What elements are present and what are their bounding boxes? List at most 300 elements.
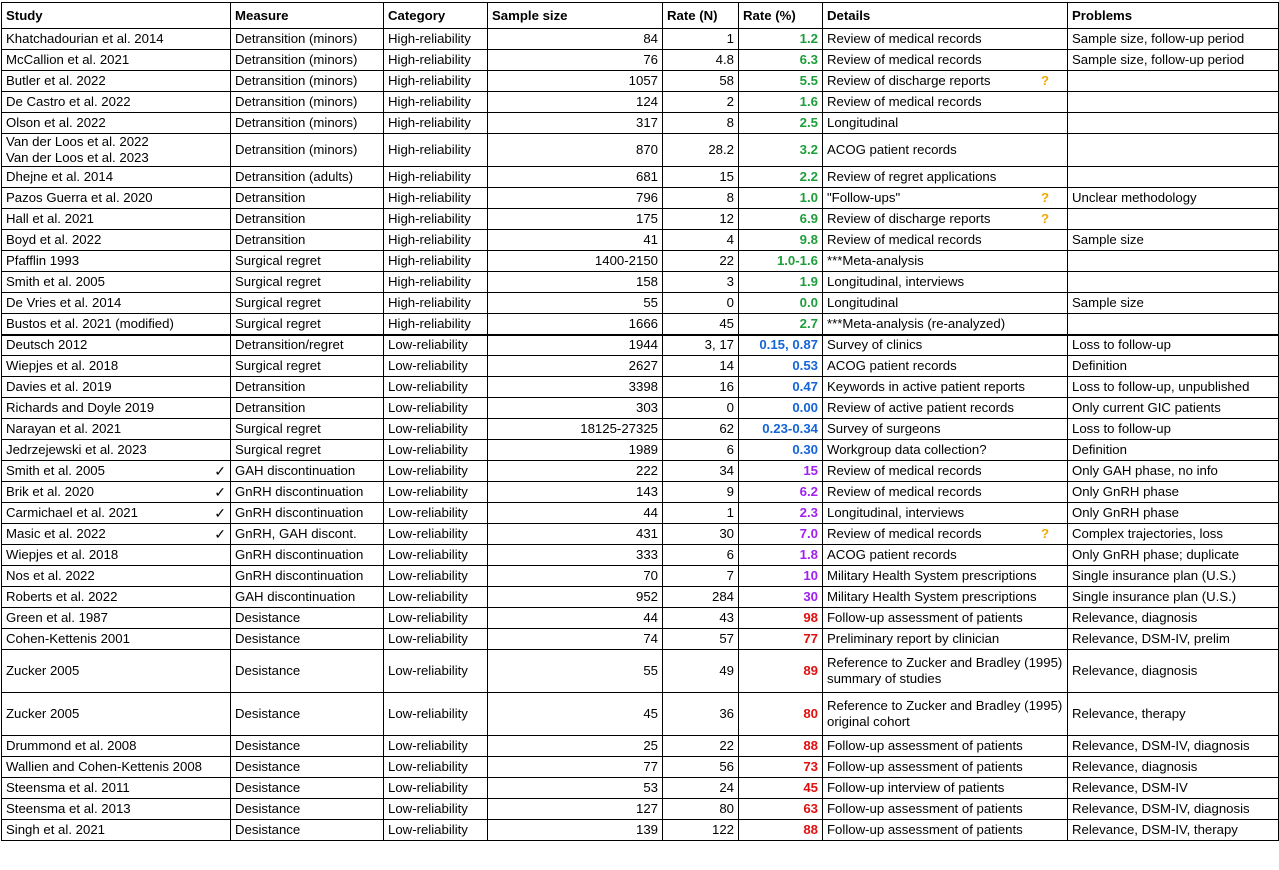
details-cell bbox=[823, 71, 1068, 92]
table-row bbox=[2, 71, 1279, 92]
table-row bbox=[2, 778, 1279, 799]
table-row bbox=[2, 167, 1279, 188]
table-row bbox=[2, 545, 1279, 566]
measure-cell: Detransition/regret bbox=[231, 335, 384, 356]
problems-cell: Only GnRH phase bbox=[1068, 482, 1279, 503]
study-cell: De Vries et al. 2014 bbox=[2, 293, 231, 314]
rate-n-cell: 43 bbox=[663, 608, 739, 629]
table-row bbox=[2, 757, 1279, 778]
rate-n-cell: 2 bbox=[663, 92, 739, 113]
rate-n-cell: 62 bbox=[663, 419, 739, 440]
details-cell: Longitudinal, interviews bbox=[823, 503, 1068, 524]
category-cell: Low-reliability bbox=[384, 799, 488, 820]
details-cell: ***Meta-analysis (re-analyzed) bbox=[823, 314, 1068, 335]
rate-pct-cell: 2.5 bbox=[739, 113, 823, 134]
rate-n-cell: 0 bbox=[663, 293, 739, 314]
table-row bbox=[2, 209, 1279, 230]
study-cell: De Castro et al. 2022 bbox=[2, 92, 231, 113]
table-row bbox=[2, 314, 1279, 335]
study-cell: Jedrzejewski et al. 2023 bbox=[2, 440, 231, 461]
category-cell: High-reliability bbox=[384, 113, 488, 134]
study-cell: Singh et al. 2021 bbox=[2, 820, 231, 841]
measure-cell: Detransition bbox=[231, 230, 384, 251]
measure-cell: Detransition bbox=[231, 377, 384, 398]
measure-cell: Desistance bbox=[231, 736, 384, 757]
details-cell bbox=[823, 188, 1068, 209]
rate-n-cell: 284 bbox=[663, 587, 739, 608]
study-name: Smith et al. 2005 bbox=[6, 463, 105, 478]
study-cell: Roberts et al. 2022 bbox=[2, 587, 231, 608]
problems-cell bbox=[1068, 71, 1279, 92]
rate-pct-cell: 1.9 bbox=[739, 272, 823, 293]
check-mark-icon: ✓ bbox=[214, 505, 226, 521]
sample-size-cell: 2627 bbox=[488, 356, 663, 377]
problems-cell: Relevance, DSM-IV, diagnosis bbox=[1068, 799, 1279, 820]
sample-size-cell: 333 bbox=[488, 545, 663, 566]
category-cell: High-reliability bbox=[384, 314, 488, 335]
category-cell: Low-reliability bbox=[384, 335, 488, 356]
rate-n-cell: 22 bbox=[663, 736, 739, 757]
rate-n-cell: 14 bbox=[663, 356, 739, 377]
check-mark-icon: ✓ bbox=[214, 484, 226, 500]
measure-cell: GnRH discontinuation bbox=[231, 566, 384, 587]
col-header-study: Study bbox=[2, 3, 231, 29]
table-row bbox=[2, 608, 1279, 629]
sample-size-cell: 870 bbox=[488, 134, 663, 167]
details-cell: Preliminary report by clinician bbox=[823, 629, 1068, 650]
measure-cell: GAH discontinuation bbox=[231, 587, 384, 608]
rate-n-cell: 24 bbox=[663, 778, 739, 799]
sample-size-cell: 77 bbox=[488, 757, 663, 778]
details-cell: Survey of clinics bbox=[823, 335, 1068, 356]
rate-pct-cell: 80 bbox=[739, 693, 823, 736]
rate-n-cell: 34 bbox=[663, 461, 739, 482]
problems-cell bbox=[1068, 113, 1279, 134]
details-text: "Follow-ups" bbox=[827, 190, 901, 205]
table-row bbox=[2, 629, 1279, 650]
study-cell: Zucker 2005 bbox=[2, 693, 231, 736]
rate-n-cell: 12 bbox=[663, 209, 739, 230]
category-cell: High-reliability bbox=[384, 251, 488, 272]
study-cell: Pazos Guerra et al. 2020 bbox=[2, 188, 231, 209]
rate-pct-cell: 89 bbox=[739, 650, 823, 693]
sample-size-cell: 3398 bbox=[488, 377, 663, 398]
problems-cell: Only GnRH phase bbox=[1068, 503, 1279, 524]
details-cell: ***Meta-analysis bbox=[823, 251, 1068, 272]
table-row bbox=[2, 50, 1279, 71]
col-header-sample-size: Sample size bbox=[488, 3, 663, 29]
details-cell: Reference to Zucker and Bradley (1995) summary of studies bbox=[823, 650, 1068, 693]
table-row bbox=[2, 335, 1279, 356]
sample-size-cell: 53 bbox=[488, 778, 663, 799]
problems-cell: Relevance, DSM-IV, prelim bbox=[1068, 629, 1279, 650]
study-cell-content bbox=[6, 484, 226, 500]
details-cell: Review of medical records bbox=[823, 482, 1068, 503]
rate-pct-cell: 10 bbox=[739, 566, 823, 587]
rate-pct-cell: 0.47 bbox=[739, 377, 823, 398]
measure-cell: Detransition (minors) bbox=[231, 50, 384, 71]
problems-cell bbox=[1068, 272, 1279, 293]
category-cell: Low-reliability bbox=[384, 524, 488, 545]
question-mark-icon: ? bbox=[1040, 211, 1049, 226]
check-mark-icon: ✓ bbox=[214, 526, 226, 542]
study-cell-content bbox=[6, 505, 226, 521]
problems-cell: Unclear methodology bbox=[1068, 188, 1279, 209]
category-cell: Low-reliability bbox=[384, 629, 488, 650]
rate-n-cell: 57 bbox=[663, 629, 739, 650]
table-row bbox=[2, 419, 1279, 440]
category-cell: Low-reliability bbox=[384, 736, 488, 757]
rate-n-cell: 49 bbox=[663, 650, 739, 693]
rate-n-cell: 4.8 bbox=[663, 50, 739, 71]
sample-size-cell: 25 bbox=[488, 736, 663, 757]
rate-pct-cell: 88 bbox=[739, 820, 823, 841]
details-cell: Follow-up assessment of patients bbox=[823, 799, 1068, 820]
details-cell: Follow-up assessment of patients bbox=[823, 757, 1068, 778]
rate-pct-cell: 1.0-1.6 bbox=[739, 251, 823, 272]
study-name: Brik et al. 2020 bbox=[6, 484, 94, 499]
table-row bbox=[2, 693, 1279, 736]
table-row bbox=[2, 650, 1279, 693]
details-cell: Review of medical records bbox=[823, 50, 1068, 71]
rate-n-cell: 58 bbox=[663, 71, 739, 92]
study-cell: Wallien and Cohen-Kettenis 2008 bbox=[2, 757, 231, 778]
category-cell: Low-reliability bbox=[384, 419, 488, 440]
category-cell: Low-reliability bbox=[384, 608, 488, 629]
sample-size-cell: 139 bbox=[488, 820, 663, 841]
rate-n-cell: 3 bbox=[663, 272, 739, 293]
measure-cell: Surgical regret bbox=[231, 440, 384, 461]
measure-cell: GnRH discontinuation bbox=[231, 482, 384, 503]
rate-pct-cell: 6.2 bbox=[739, 482, 823, 503]
col-header-measure: Measure bbox=[231, 3, 384, 29]
details-text: Review of discharge reports bbox=[827, 211, 991, 226]
sample-size-cell: 70 bbox=[488, 566, 663, 587]
rate-pct-cell: 63 bbox=[739, 799, 823, 820]
measure-cell: Desistance bbox=[231, 650, 384, 693]
study-cell bbox=[2, 503, 231, 524]
rate-n-cell: 6 bbox=[663, 440, 739, 461]
table-row bbox=[2, 188, 1279, 209]
measure-cell: Desistance bbox=[231, 629, 384, 650]
measure-cell: Desistance bbox=[231, 778, 384, 799]
problems-cell bbox=[1068, 167, 1279, 188]
question-mark-icon: ? bbox=[1040, 73, 1049, 88]
details-cell-content bbox=[827, 526, 1063, 542]
rate-n-cell: 80 bbox=[663, 799, 739, 820]
study-cell: Dhejne et al. 2014 bbox=[2, 167, 231, 188]
category-cell: Low-reliability bbox=[384, 398, 488, 419]
details-cell: Military Health System prescriptions bbox=[823, 587, 1068, 608]
study-cell: Nos et al. 2022 bbox=[2, 566, 231, 587]
study-cell: Deutsch 2012 bbox=[2, 335, 231, 356]
problems-cell: Loss to follow-up bbox=[1068, 419, 1279, 440]
col-header-details: Details bbox=[823, 3, 1068, 29]
details-cell: Review of medical records bbox=[823, 230, 1068, 251]
details-cell: Review of medical records bbox=[823, 92, 1068, 113]
measure-cell: Surgical regret bbox=[231, 293, 384, 314]
study-name-second: Van der Loos et al. 2023 bbox=[6, 150, 149, 165]
study-cell: Steensma et al. 2011 bbox=[2, 778, 231, 799]
problems-cell: Only GnRH phase; duplicate bbox=[1068, 545, 1279, 566]
category-cell: High-reliability bbox=[384, 209, 488, 230]
category-cell: High-reliability bbox=[384, 134, 488, 167]
rate-n-cell: 15 bbox=[663, 167, 739, 188]
rate-n-cell: 45 bbox=[663, 314, 739, 335]
details-cell: Survey of surgeons bbox=[823, 419, 1068, 440]
details-text: Review of medical records bbox=[827, 526, 982, 541]
table-row bbox=[2, 799, 1279, 820]
problems-cell: Only GAH phase, no info bbox=[1068, 461, 1279, 482]
sample-size-cell: 796 bbox=[488, 188, 663, 209]
rate-pct-cell: 0.23-0.34 bbox=[739, 419, 823, 440]
details-cell: Review of regret applications bbox=[823, 167, 1068, 188]
study-cell: Green et al. 1987 bbox=[2, 608, 231, 629]
problems-cell: Relevance, DSM-IV bbox=[1068, 778, 1279, 799]
details-cell: Military Health System prescriptions bbox=[823, 566, 1068, 587]
question-mark-icon: ? bbox=[1040, 190, 1049, 205]
rate-n-cell: 4 bbox=[663, 230, 739, 251]
sample-size-cell: 84 bbox=[488, 29, 663, 50]
sample-size-cell: 1057 bbox=[488, 71, 663, 92]
study-cell: Zucker 2005 bbox=[2, 650, 231, 693]
rate-n-cell: 8 bbox=[663, 113, 739, 134]
details-cell: Review of medical records bbox=[823, 29, 1068, 50]
measure-cell: Detransition (minors) bbox=[231, 92, 384, 113]
study-cell: Bustos et al. 2021 (modified) bbox=[2, 314, 231, 335]
problems-cell bbox=[1068, 209, 1279, 230]
problems-cell: Loss to follow-up bbox=[1068, 335, 1279, 356]
category-cell: High-reliability bbox=[384, 29, 488, 50]
rate-pct-cell: 3.2 bbox=[739, 134, 823, 167]
details-cell bbox=[823, 524, 1068, 545]
rate-pct-cell: 0.30 bbox=[739, 440, 823, 461]
rate-pct-cell: 30 bbox=[739, 587, 823, 608]
sample-size-cell: 1944 bbox=[488, 335, 663, 356]
measure-cell: Surgical regret bbox=[231, 314, 384, 335]
problems-cell: Sample size, follow-up period bbox=[1068, 29, 1279, 50]
rate-pct-cell: 73 bbox=[739, 757, 823, 778]
sample-size-cell: 143 bbox=[488, 482, 663, 503]
table-row bbox=[2, 92, 1279, 113]
problems-cell bbox=[1068, 134, 1279, 167]
table-row bbox=[2, 503, 1279, 524]
rate-pct-cell: 0.00 bbox=[739, 398, 823, 419]
table-row bbox=[2, 272, 1279, 293]
table-row bbox=[2, 566, 1279, 587]
category-cell: Low-reliability bbox=[384, 778, 488, 799]
problems-cell: Relevance, DSM-IV, therapy bbox=[1068, 820, 1279, 841]
measure-cell: Detransition bbox=[231, 188, 384, 209]
study-cell: Boyd et al. 2022 bbox=[2, 230, 231, 251]
sample-size-cell: 44 bbox=[488, 503, 663, 524]
measure-cell: Desistance bbox=[231, 608, 384, 629]
details-cell bbox=[823, 209, 1068, 230]
problems-cell: Single insurance plan (U.S.) bbox=[1068, 566, 1279, 587]
category-cell: High-reliability bbox=[384, 50, 488, 71]
problems-cell: Sample size bbox=[1068, 230, 1279, 251]
rate-pct-cell: 2.7 bbox=[739, 314, 823, 335]
category-cell: Low-reliability bbox=[384, 482, 488, 503]
table-row bbox=[2, 461, 1279, 482]
rate-pct-cell: 6.3 bbox=[739, 50, 823, 71]
sample-size-cell: 45 bbox=[488, 693, 663, 736]
measure-cell: GnRH discontinuation bbox=[231, 545, 384, 566]
category-cell: Low-reliability bbox=[384, 545, 488, 566]
details-cell: ACOG patient records bbox=[823, 134, 1068, 167]
problems-cell: Only current GIC patients bbox=[1068, 398, 1279, 419]
details-cell: Follow-up interview of patients bbox=[823, 778, 1068, 799]
rate-n-cell: 56 bbox=[663, 757, 739, 778]
category-cell: Low-reliability bbox=[384, 757, 488, 778]
study-cell: McCallion et al. 2021 bbox=[2, 50, 231, 71]
study-name: Masic et al. 2022 bbox=[6, 526, 106, 541]
sample-size-cell: 74 bbox=[488, 629, 663, 650]
table-row bbox=[2, 524, 1279, 545]
problems-cell: Loss to follow-up, unpublished bbox=[1068, 377, 1279, 398]
studies-table bbox=[1, 2, 1279, 841]
rate-pct-cell: 1.2 bbox=[739, 29, 823, 50]
details-cell: Keywords in active patient reports bbox=[823, 377, 1068, 398]
measure-cell: Desistance bbox=[231, 820, 384, 841]
sample-size-cell: 681 bbox=[488, 167, 663, 188]
category-cell: High-reliability bbox=[384, 167, 488, 188]
study-cell bbox=[2, 134, 231, 167]
study-cell: Pfafflin 1993 bbox=[2, 251, 231, 272]
details-cell: Longitudinal bbox=[823, 293, 1068, 314]
study-name: Van der Loos et al. 2022 bbox=[6, 134, 149, 149]
study-name: Carmichael et al. 2021 bbox=[6, 505, 138, 520]
problems-cell: Relevance, therapy bbox=[1068, 693, 1279, 736]
study-cell: Khatchadourian et al. 2014 bbox=[2, 29, 231, 50]
problems-cell: Definition bbox=[1068, 356, 1279, 377]
table-row bbox=[2, 356, 1279, 377]
rate-n-cell: 3, 17 bbox=[663, 335, 739, 356]
study-cell bbox=[2, 524, 231, 545]
category-cell: High-reliability bbox=[384, 92, 488, 113]
details-cell: ACOG patient records bbox=[823, 545, 1068, 566]
table-row bbox=[2, 29, 1279, 50]
table-row bbox=[2, 482, 1279, 503]
study-cell: Richards and Doyle 2019 bbox=[2, 398, 231, 419]
category-cell: Low-reliability bbox=[384, 566, 488, 587]
category-cell: Low-reliability bbox=[384, 587, 488, 608]
rate-n-cell: 22 bbox=[663, 251, 739, 272]
rate-pct-cell: 0.0 bbox=[739, 293, 823, 314]
sample-size-cell: 44 bbox=[488, 608, 663, 629]
problems-cell: Relevance, diagnosis bbox=[1068, 757, 1279, 778]
problems-cell: Sample size bbox=[1068, 293, 1279, 314]
rate-n-cell: 30 bbox=[663, 524, 739, 545]
category-cell: High-reliability bbox=[384, 293, 488, 314]
details-cell-content bbox=[827, 211, 1063, 227]
rate-n-cell: 1 bbox=[663, 29, 739, 50]
sample-size-cell: 303 bbox=[488, 398, 663, 419]
table-row bbox=[2, 736, 1279, 757]
study-cell bbox=[2, 482, 231, 503]
rate-n-cell: 16 bbox=[663, 377, 739, 398]
header-row bbox=[2, 3, 1279, 29]
details-text: Review of discharge reports bbox=[827, 73, 991, 88]
rate-pct-cell: 1.8 bbox=[739, 545, 823, 566]
rate-pct-cell: 2.2 bbox=[739, 167, 823, 188]
category-cell: Low-reliability bbox=[384, 461, 488, 482]
category-cell: Low-reliability bbox=[384, 503, 488, 524]
rate-pct-cell: 0.15, 0.87 bbox=[739, 335, 823, 356]
rate-pct-cell: 5.5 bbox=[739, 71, 823, 92]
rate-n-cell: 28.2 bbox=[663, 134, 739, 167]
category-cell: Low-reliability bbox=[384, 650, 488, 693]
measure-cell: Detransition (minors) bbox=[231, 113, 384, 134]
category-cell: High-reliability bbox=[384, 230, 488, 251]
rate-pct-cell: 2.3 bbox=[739, 503, 823, 524]
rate-pct-cell: 6.9 bbox=[739, 209, 823, 230]
sample-size-cell: 18125-27325 bbox=[488, 419, 663, 440]
rate-pct-cell: 9.8 bbox=[739, 230, 823, 251]
study-cell: Smith et al. 2005 bbox=[2, 272, 231, 293]
measure-cell: Surgical regret bbox=[231, 356, 384, 377]
problems-cell: Single insurance plan (U.S.) bbox=[1068, 587, 1279, 608]
table-row bbox=[2, 377, 1279, 398]
sample-size-cell: 55 bbox=[488, 650, 663, 693]
col-header-rate-n: Rate (N) bbox=[663, 3, 739, 29]
rate-n-cell: 9 bbox=[663, 482, 739, 503]
question-mark-icon: ? bbox=[1040, 526, 1049, 541]
rate-n-cell: 122 bbox=[663, 820, 739, 841]
measure-cell: Surgical regret bbox=[231, 251, 384, 272]
measure-cell: Detransition (adults) bbox=[231, 167, 384, 188]
rate-n-cell: 1 bbox=[663, 503, 739, 524]
sample-size-cell: 1400-2150 bbox=[488, 251, 663, 272]
measure-cell: Surgical regret bbox=[231, 272, 384, 293]
details-cell: Reference to Zucker and Bradley (1995) original cohort bbox=[823, 693, 1068, 736]
rate-pct-cell: 45 bbox=[739, 778, 823, 799]
rate-n-cell: 6 bbox=[663, 545, 739, 566]
table-row bbox=[2, 587, 1279, 608]
sample-size-cell: 222 bbox=[488, 461, 663, 482]
measure-cell: Surgical regret bbox=[231, 419, 384, 440]
study-cell: Davies et al. 2019 bbox=[2, 377, 231, 398]
category-cell: High-reliability bbox=[384, 188, 488, 209]
measure-cell: Detransition bbox=[231, 398, 384, 419]
rate-n-cell: 8 bbox=[663, 188, 739, 209]
table-row bbox=[2, 820, 1279, 841]
problems-cell: Sample size, follow-up period bbox=[1068, 50, 1279, 71]
measure-cell: Desistance bbox=[231, 799, 384, 820]
measure-cell: GnRH, GAH discont. bbox=[231, 524, 384, 545]
details-cell: Workgroup data collection? bbox=[823, 440, 1068, 461]
problems-cell bbox=[1068, 251, 1279, 272]
study-cell: Hall et al. 2021 bbox=[2, 209, 231, 230]
problems-cell bbox=[1068, 314, 1279, 335]
study-cell: Olson et al. 2022 bbox=[2, 113, 231, 134]
problems-cell bbox=[1068, 92, 1279, 113]
study-cell: Cohen-Kettenis 2001 bbox=[2, 629, 231, 650]
details-cell-content bbox=[827, 73, 1063, 89]
sample-size-cell: 124 bbox=[488, 92, 663, 113]
study-cell: Narayan et al. 2021 bbox=[2, 419, 231, 440]
problems-cell: Definition bbox=[1068, 440, 1279, 461]
rate-n-cell: 0 bbox=[663, 398, 739, 419]
table-row bbox=[2, 113, 1279, 134]
col-header-rate-pct: Rate (%) bbox=[739, 3, 823, 29]
category-cell: High-reliability bbox=[384, 71, 488, 92]
col-header-problems: Problems bbox=[1068, 3, 1279, 29]
study-cell-content bbox=[6, 463, 226, 479]
measure-cell: GAH discontinuation bbox=[231, 461, 384, 482]
details-cell: Follow-up assessment of patients bbox=[823, 820, 1068, 841]
details-cell: Longitudinal, interviews bbox=[823, 272, 1068, 293]
